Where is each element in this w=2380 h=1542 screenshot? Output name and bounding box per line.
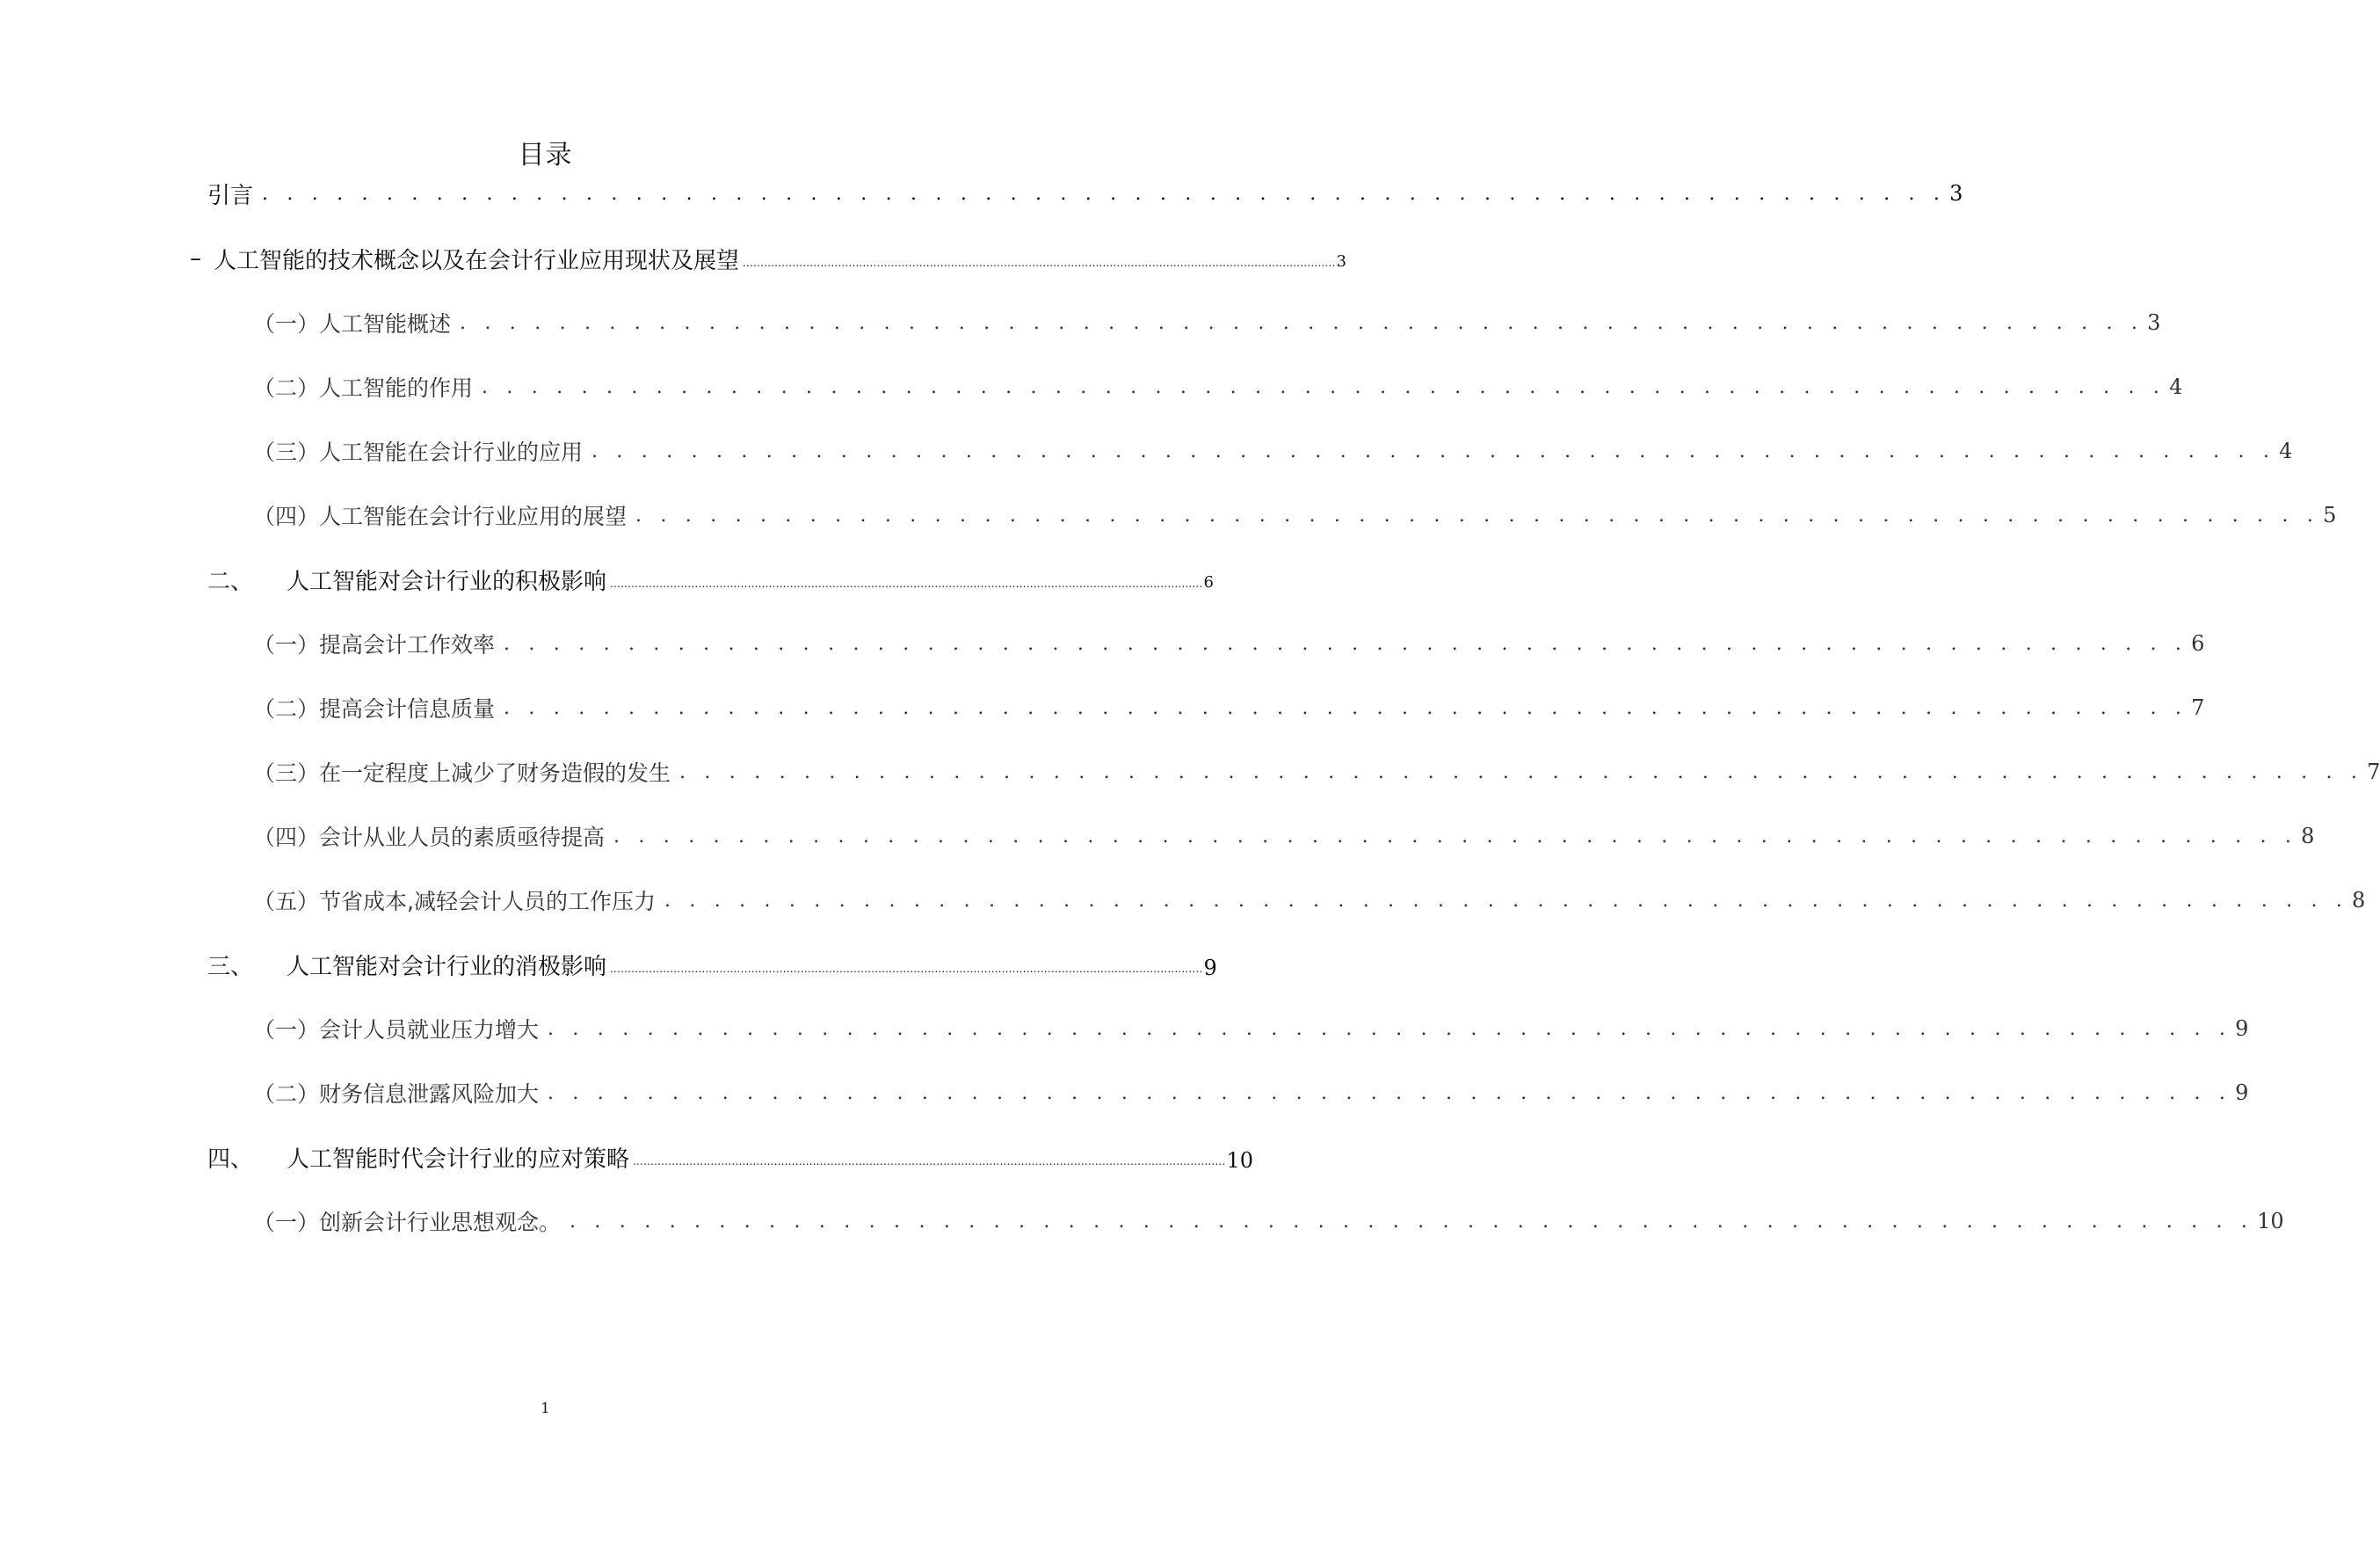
- toc-entry-chapter-3[interactable]: [207, 947, 1217, 982]
- toc-page-number: 10: [2257, 1209, 2284, 1233]
- toc-entry-section-1-3[interactable]: [253, 433, 2293, 469]
- toc-entry-number: （四）: [253, 825, 320, 850]
- page-footer-number: 1: [541, 1400, 550, 1416]
- toc-entry-section-1-4[interactable]: [253, 498, 2337, 533]
- toc-entry-section-1-1[interactable]: [253, 305, 2161, 340]
- toc-page-number: 9: [2235, 1080, 2249, 1105]
- toc-entry-section-2-2[interactable]: [253, 690, 2205, 725]
- toc-entry-text: 人工智能的作用: [319, 375, 474, 401]
- toc-entry-number: 三、: [207, 953, 254, 980]
- toc-page-number: 7: [2367, 760, 2380, 784]
- toc-leader-dots: ........................................................................................................................................................................: [633, 1155, 1226, 1167]
- toc-leader-dots: . . . . . . . . . . . . . . . . . . . . . . . . . . . . . . . . . . . . . . . . . . . . . . . . . . . . . . . . . . . . . . . . . . . .: [635, 504, 2320, 527]
- toc-page-number: 10: [1226, 1148, 1254, 1173]
- toc-entry-text: 会计从业人员的素质亟待提高: [319, 825, 606, 850]
- toc-entry-number: –: [190, 245, 201, 272]
- toc-page-number: 9: [1203, 956, 1217, 980]
- toc-entry-text: 人工智能对会计行业的消极影响: [287, 953, 607, 980]
- toc-leader-dots: ........................................................................................................................................................................: [610, 963, 1203, 975]
- toc-entry-text: 人工智能概述: [319, 311, 452, 337]
- toc-page-number: 4: [2169, 375, 2183, 399]
- toc-entry-intro[interactable]: [207, 176, 1963, 211]
- toc-entry-number: （一）: [253, 311, 320, 337]
- toc-leader-dots: . . . . . . . . . . . . . . . . . . . . . . . . . . . . . . . . . . . . . . . . . . . . . . . . . . . . . . . . . . . . . . . . . . . .: [504, 632, 2188, 655]
- toc-page-number: 3: [1336, 252, 1346, 271]
- toc-entry-text: 会计人员就业压力增大: [319, 1017, 540, 1043]
- toc-entry-text: 人工智能的技术概念以及在会计行业应用现状及展望: [214, 247, 740, 274]
- toc-leader-dots: . . . . . . . . . . . . . . . . . . . . . . . . . . . . . . . . . . . . . . . . . . . . . . . . . . . . . . . . . . . . . . . . . . . .: [482, 375, 2166, 398]
- toc-entry-number: （二）: [253, 1081, 320, 1107]
- toc-leader-dots: . . . . . . . . . . . . . . . . . . . . . . . . . . . . . . . . . . . . . . . . . . . . . . . . . . . . . . . . . . . . . . . . . . . .: [664, 889, 2349, 912]
- toc-page-number: 9: [2235, 1016, 2249, 1041]
- toc-page-number: 4: [2279, 439, 2293, 463]
- toc-leader-dots: ........................................................................................................................................................................: [743, 257, 1336, 269]
- toc-entry-section-2-1[interactable]: [253, 626, 2205, 661]
- toc-entry-text: 节省成本,减轻会计人员的工作压力: [319, 889, 656, 914]
- toc-entry-text: 人工智能在会计行业应用的展望: [319, 504, 628, 529]
- toc-title: 目录: [518, 140, 573, 171]
- toc-entry-text: 人工智能在会计行业的应用: [319, 440, 584, 465]
- toc-leader-dots: . . . . . . . . . . . . . . . . . . . . . . . . . . . . . . . . . . . . . . . . . . . . . . . . . . . . . . . . . . . . . . . . . . . .: [504, 696, 2188, 719]
- toc-page-number: 8: [2301, 824, 2315, 848]
- toc-leader-dots: . . . . . . . . . . . . . . . . . . . . . . . . . . . . . . . . . . . . . . . . . . . . . . . . . . . . . . . . . . . . . . . . . . . .: [591, 440, 2276, 462]
- toc-entry-number: （二）: [253, 375, 320, 401]
- toc-entry-section-3-2[interactable]: [253, 1075, 2249, 1110]
- toc-entry-number: （一）: [253, 632, 320, 658]
- toc-leader-dots: . . . . . . . . . . . . . . . . . . . . . . . . . . . . . . . . . . . . . . . . . . . . . . . . . . . . . . . . . . . . . . . . . . . .: [570, 1210, 2254, 1233]
- toc-entry-text: 创新会计行业思想观念。: [319, 1210, 562, 1235]
- toc-entry-number: （一）: [253, 1210, 320, 1235]
- toc-entry-text: 在一定程度上减少了财务造假的发生: [319, 760, 671, 786]
- toc-entry-text: 提高会计工作效率: [319, 632, 496, 658]
- toc-page-number: 6: [2191, 631, 2205, 656]
- toc-entry-section-3-1[interactable]: [253, 1011, 2249, 1046]
- toc-leader-dots: . . . . . . . . . . . . . . . . . . . . . . . . . . . . . . . . . . . . . . . . . . . . . . . . . . . . . . . . . . . . . . . . . . . .: [613, 825, 2298, 847]
- toc-entry-section-2-3[interactable]: [253, 754, 2380, 789]
- toc-leader-dots: ........................................................................................................................................................................: [610, 578, 1203, 590]
- toc-entry-text: 提高会计信息质量: [319, 696, 496, 722]
- toc-entry-text: 引言: [207, 182, 254, 209]
- toc-entry-number: 四、: [207, 1146, 254, 1173]
- toc-page-number: 6: [1203, 573, 1214, 592]
- toc-entry-section-2-5[interactable]: [253, 883, 2366, 918]
- toc-leader-dots: . . . . . . . . . . . . . . . . . . . . . . . . . . . . . . . . . . . . . . . . . . . . . . . . . . . . . . . . . . . . . . . . . . . .: [460, 311, 2144, 334]
- toc-leader-dots: . . . . . . . . . . . . . . . . . . . . . . . . . . . . . . . . . . . . . . . . . . . . . . . . . . . . . . . . . . . . . . . . . . . .: [548, 1081, 2232, 1104]
- toc-entry-section-4-1[interactable]: [253, 1204, 2284, 1239]
- toc-page-number: 7: [2191, 695, 2205, 720]
- toc-leader-dots: . . . . . . . . . . . . . . . . . . . . . . . . . . . . . . . . . . . . . . . . . . . . . . . . . . . . . . . . . . . . . . . . . . . .: [548, 1017, 2232, 1040]
- toc-entry-number: （五）: [253, 889, 320, 914]
- toc-entry-chapter-1[interactable]: [190, 241, 1346, 276]
- toc-page-number: 5: [2323, 503, 2337, 527]
- toc-entry-text: 财务信息泄露风险加大: [319, 1081, 540, 1107]
- toc-entry-number: （四）: [253, 504, 320, 529]
- toc-entry-number: （三）: [253, 760, 320, 786]
- toc-entry-number: （三）: [253, 440, 320, 465]
- toc-page-number: 3: [2147, 310, 2161, 335]
- toc-leader-dots: . . . . . . . . . . . . . . . . . . . . . . . . . . . . . . . . . . . . . . . . . . . . . . . . . . . . . . . . . . . . . . . . . . . .: [679, 760, 2364, 783]
- toc-entry-number: （一）: [253, 1017, 320, 1043]
- toc-leader-dots: . . . . . . . . . . . . . . . . . . . . . . . . . . . . . . . . . . . . . . . . . . . . . . . . . . . . . . . . . . . . . . . . . . . .: [262, 182, 1947, 205]
- toc-entry-number: 二、: [207, 568, 254, 595]
- toc-entry-section-2-4[interactable]: [253, 818, 2315, 854]
- toc-entry-section-1-2[interactable]: [253, 369, 2183, 404]
- toc-entry-number: （二）: [253, 696, 320, 722]
- toc-entry-text: 人工智能对会计行业的积极影响: [287, 568, 607, 595]
- toc-entry-chapter-4[interactable]: [207, 1139, 1254, 1175]
- toc-page-number: 3: [1949, 181, 1963, 206]
- toc-entry-text: 人工智能时代会计行业的应对策略: [287, 1146, 630, 1173]
- toc-entry-chapter-2[interactable]: [207, 562, 1214, 597]
- toc-page-number: 8: [2352, 888, 2366, 913]
